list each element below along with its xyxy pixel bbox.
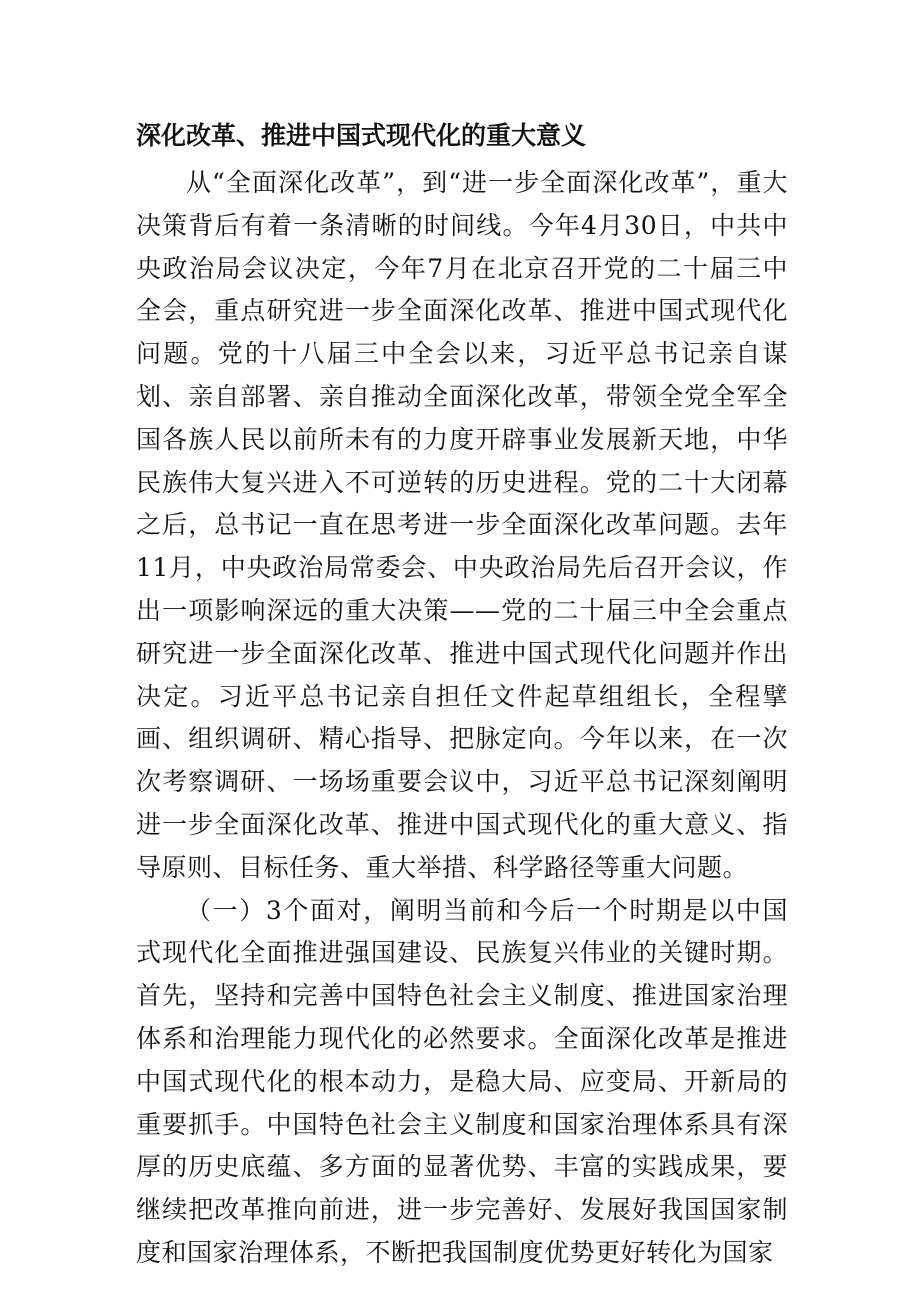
body-text xyxy=(136,162,788,1275)
paragraph-three-faces: （一）3个面对，阐明当前和今后一个时期是以中国式现代化全面推进强国建设、民族复兴伟业的关键时期。首先，坚持和完善中国特色社会主义制度、推进国家治理体系和治理能力现代化的必然要求。全面深化改革是推进中国式现代化的根本动力，是稳大局、应变局、开新局的重要抓手。中国特色社会主义制度和国家治理体系具有深厚的历史底蕴、多方面的显著优势、丰富的实践成果，要继续把改革推向前进，进一步完善好、发展好我国国家制度和国家治理体系，不断把我国制度优势更好转化为国家 xyxy=(136,895,788,1267)
section-heading: 深化改革、推进中国式现代化的重大意义 xyxy=(136,121,587,150)
paragraph-timeline: 从“全面深化改革”，到“进一步全面深化改革”，重大决策背后有着一条清晰的时间线。今年4月30日，中共中央政治局会议决定，今年7月在北京召开党的二十届三中全会，重点研究进一步全面深化改革、推进中国式现代化问题。党的十八届三中全会以来，习近平总书记亲自谋划、亲自部署、亲自推动全面深化改革，带领全党全军全国各族人民以前所未有的力度开辟事业发展新天地，中华民族伟大复兴进入不可逆转的历史进程。党的二十大闭幕之后，总书记一直在思考进一步全面深化改革问题。去年11月，中央政治局常委会、中央政治局先后召开会议，作出一项影响深远的重大决策——党的二十届三中全会重点研究进一步全面深化改革、推进中国式现代化问题并作出决定。习近平总书记亲自担任文件起草组组长，全程擘画、组织调研、精心指导、把脉定向。今年以来，在一次次考察调研、一场场重要会议中，习近平总书记深刻阐明进一步全面深化改革、推进中国式现代化的重大意义、指导原则、目标任务、重大举措、科学路径等重大问题。 xyxy=(136,168,788,882)
